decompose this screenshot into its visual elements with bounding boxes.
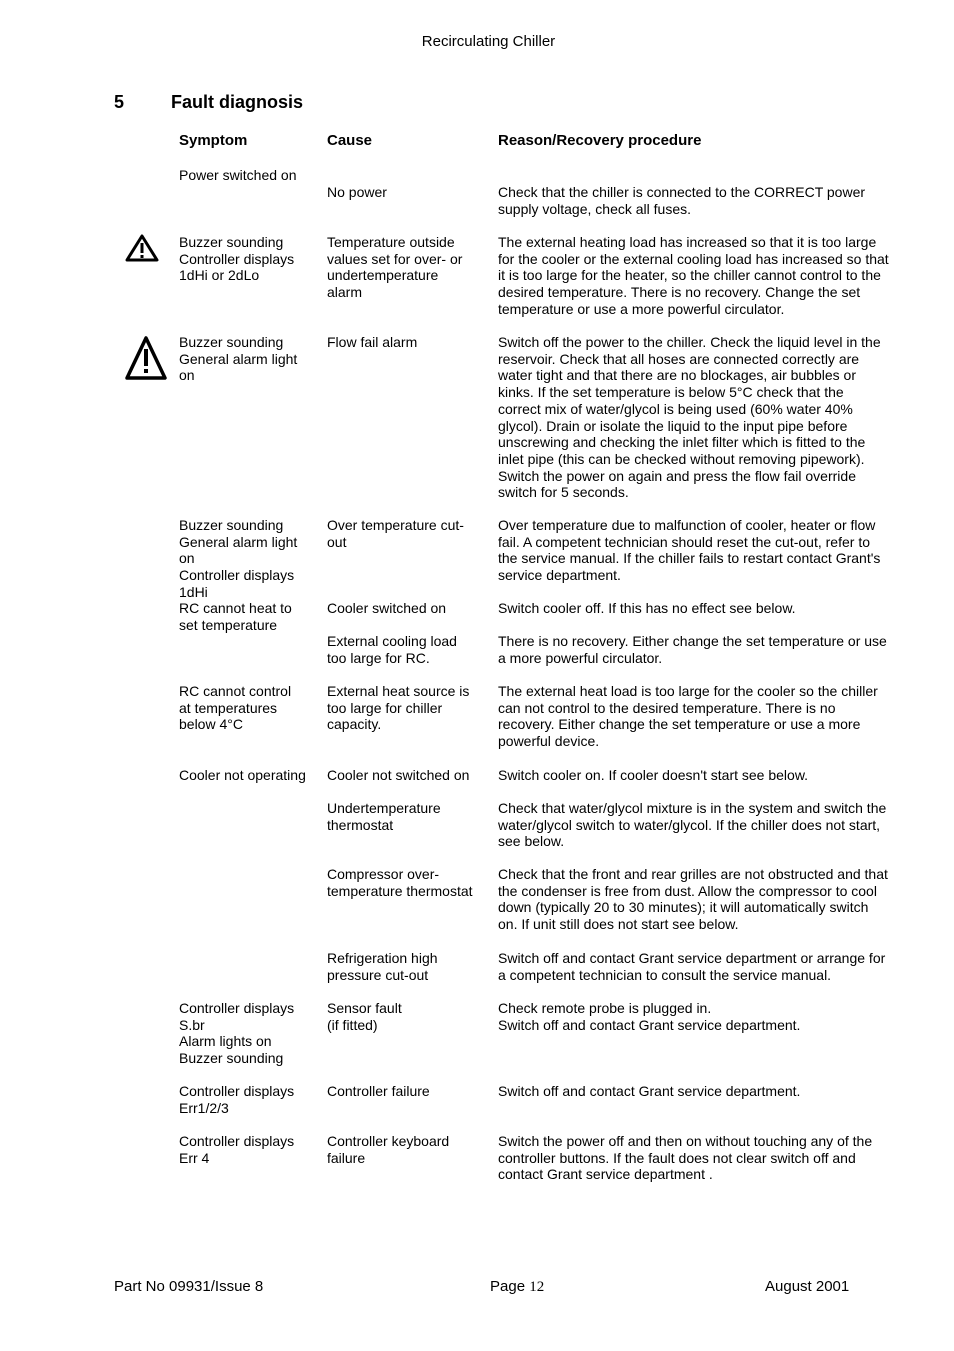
symptom-cell: Cooler not operating bbox=[179, 767, 306, 783]
reason-cell: There is no recovery. Either change the set temperature or use a more powerful circulator. bbox=[498, 633, 887, 666]
cause-cell: Sensor fault (if fitted) bbox=[327, 1000, 402, 1033]
footer-part-number: Part No 09931/Issue 8 bbox=[114, 1278, 264, 1295]
cause-cell: External cooling load too large for RC. bbox=[327, 633, 457, 666]
warning-triangle-icon bbox=[124, 335, 168, 381]
page-number: 12 bbox=[529, 1279, 545, 1295]
reason-cell: Switch off and contact Grant service department or arrange for a competent technician to consult the service manual. bbox=[498, 950, 886, 983]
reason-cell: The external heat load is too large for the cooler so the chiller can not control to the desired temperature. There is no recovery. Either change the set temperature or use a more powerful device. bbox=[498, 683, 878, 750]
footer-page-label: Page bbox=[490, 1278, 526, 1295]
cause-cell: Temperature outside values set for over- or undertemperature alarm bbox=[327, 234, 463, 301]
symptom-cell: Buzzer sounding General alarm light on bbox=[179, 334, 298, 384]
cause-cell: Controller failure bbox=[327, 1083, 430, 1099]
reason-cell: The external heating load has increased so that it is too large for the cooler or the external cooling load has increased so that it is too large for the heater, so the chiller cannot control to the desired temperature. There is no recovery. Change the set temperature or use a more powerful circulator. bbox=[498, 234, 889, 317]
cause-cell: No power bbox=[327, 184, 387, 200]
reason-cell: Switch cooler on. If cooler doesn't start see below. bbox=[498, 767, 809, 783]
section-title: Fault diagnosis bbox=[171, 92, 304, 112]
reason-cell: Switch off and contact Grant service department. bbox=[498, 1083, 801, 1099]
column-header-cause: Cause bbox=[327, 132, 373, 149]
section-number: 5 bbox=[114, 92, 125, 112]
reason-cell: Check that the front and rear grilles are not obstructed and that the condenser is free from dust. Allow the compressor to cool down (typically 20 to 30 minutes); it will automatically switch on. If unit still does not start see below. bbox=[498, 866, 888, 933]
reason-cell: Switch off the power to the chiller. Check the liquid level in the reservoir. Check that all hoses are connected correctly are water tight and that there are no blockages, air bubbles or kinks. If the set temperature is below 5°C check that the correct mix of water/glycol is being used (60% water 40% glycol). Drain or isolate the liquid to the input pipe before unscrewing and checking the inlet filter which is fitted to the inlet pipe (this can be checked without removing pipework). Switch the power on again and press the flow fail override switch for 5 seconds. bbox=[498, 334, 881, 501]
symptom-cell: Buzzer sounding General alarm light on Controller displays 1dHi bbox=[179, 517, 298, 600]
reason-cell: Check that the chiller is connected to the CORRECT power supply voltage, check all fuses. bbox=[498, 184, 866, 217]
page-header: Recirculating Chiller bbox=[421, 33, 556, 50]
cause-cell: Undertemperature thermostat bbox=[327, 800, 441, 833]
symptom-cell: RC cannot heat to set temperature bbox=[179, 600, 292, 633]
symptom-cell: Power switched on bbox=[179, 167, 297, 183]
cause-cell: Cooler not switched on bbox=[327, 767, 470, 783]
reason-cell: Check that water/glycol mixture is in the system and switch the water/glycol switch to water/glycol. If the chiller does not start, see below. bbox=[498, 800, 887, 850]
cause-cell: Cooler switched on bbox=[327, 600, 447, 616]
column-header-reason: Reason/Recovery procedure bbox=[498, 132, 702, 149]
symptom-cell: Controller displays Err 4 bbox=[179, 1133, 295, 1166]
footer-date: August 2001 bbox=[765, 1278, 850, 1295]
cause-cell: Over temperature cut- out bbox=[327, 517, 464, 550]
cause-cell: External heat source is too large for chiller capacity. bbox=[327, 683, 470, 733]
column-header-symptom: Symptom bbox=[179, 132, 248, 149]
reason-cell: Switch the power off and then on without touching any of the controller buttons. If the fault does not clear switch off and contact Grant service department . bbox=[498, 1133, 873, 1183]
reason-cell: Check remote probe is plugged in. Switch off and contact Grant service department. bbox=[498, 1000, 801, 1033]
symptom-cell: RC cannot control at temperatures below 4°C bbox=[179, 683, 292, 733]
cause-cell: Refrigeration high pressure cut-out bbox=[327, 950, 438, 983]
cause-cell: Flow fail alarm bbox=[327, 334, 418, 350]
footer-page bbox=[490, 1278, 544, 1296]
cause-cell: Controller keyboard failure bbox=[327, 1133, 450, 1166]
reason-cell: Over temperature due to malfunction of cooler, heater or flow fail. A competent technician should reset the cut-out, refer to the service manual. If the chiller fails to restart contact Grant's service department. bbox=[498, 517, 881, 584]
symptom-cell: Controller displays Err1/2/3 bbox=[179, 1083, 295, 1116]
warning-triangle-icon bbox=[124, 233, 160, 263]
symptom-cell: Buzzer sounding Controller displays 1dHi or 2dLo bbox=[179, 234, 295, 284]
cause-cell: Compressor over- temperature thermostat bbox=[327, 866, 473, 899]
reason-cell: Switch cooler off. If this has no effect see below. bbox=[498, 600, 796, 616]
symptom-cell: Controller displays S.br Alarm lights on Buzzer sounding bbox=[179, 1000, 295, 1067]
